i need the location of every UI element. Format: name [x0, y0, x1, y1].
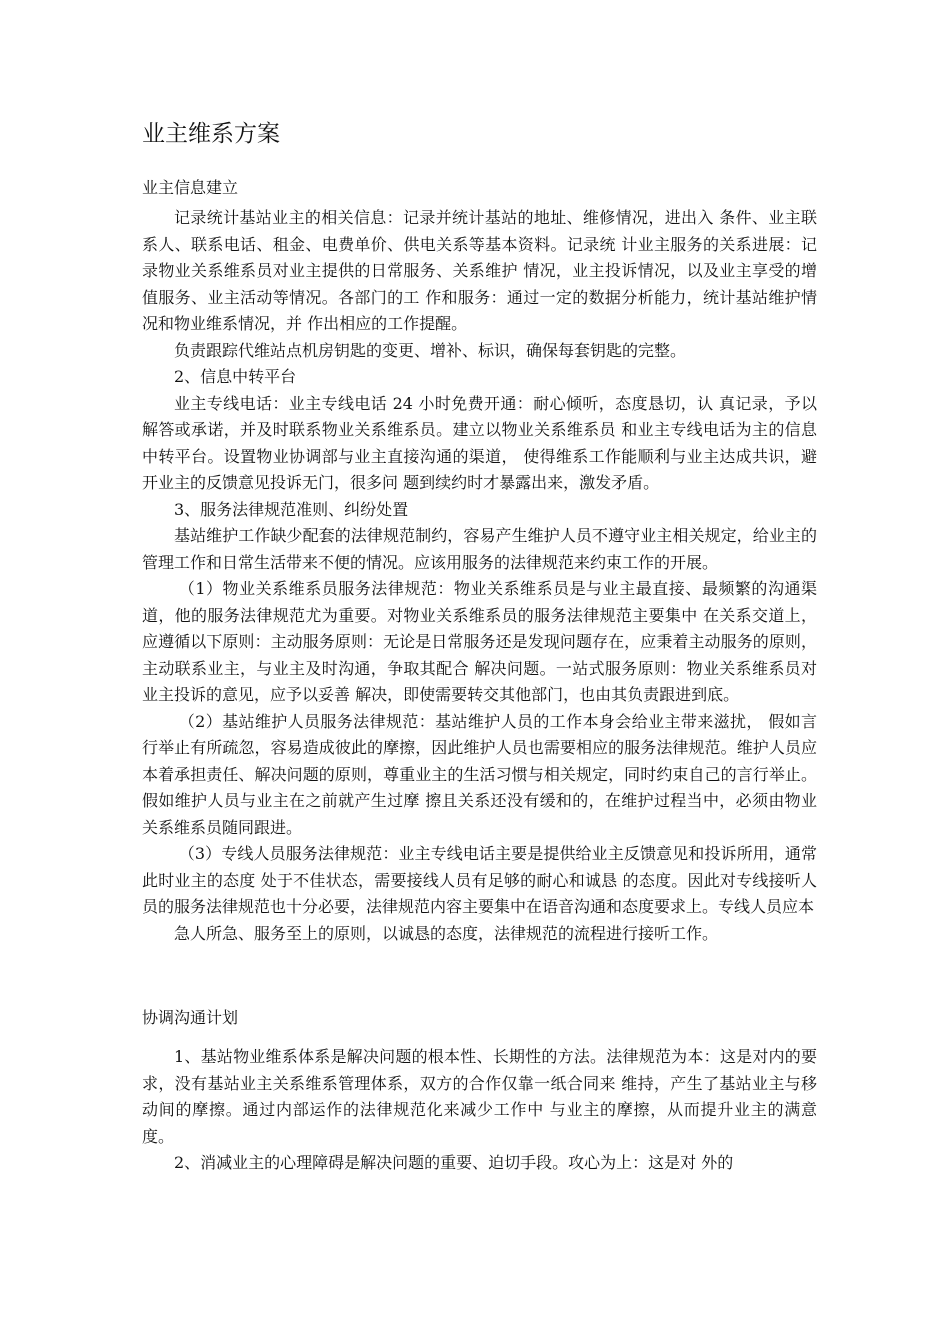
paragraph: 2、消减业主的心理障碍是解决问题的重要、迫切手段。攻心为上：这是对 外的 [174, 1153, 734, 1172]
paragraph: （3）专线人员服务法律规范：业主专线电话主要是提供给业主反馈意见和投诉所用，通常此时业主的态度 处于不佳状态，需要接线人员有足够的耐心和诚恳 的态度。因此对专线接听人员的服务法律规范也十分必要，法律规范内容主要集中在语音沟通和态度要求上。专线人员应本 [142, 844, 817, 916]
document-title: 业主维系方案 [142, 121, 280, 147]
paragraph: 基站维护工作缺少配套的法律规范制约，容易产生维护人员不遵守业主相关规定，给业主的管理工作和日常生活带来不便的情况。应该用服务的法律规范来约束工作的开展。 [142, 526, 817, 572]
paragraph: 负责跟踪代维站点机房钥匙的变更、增补、标识，确保每套钥匙的完整。 [174, 340, 687, 360]
section-heading-coordination: 协调沟通计划 [142, 1008, 239, 1027]
paragraph: 1、基站物业维系体系是解决问题的根本性、长期性的方法。法律规范为本：这是对内的要求，没有基站业主关系维系管理体系，双方的合作仅靠一纸合同来 维持，产生了基站业主与移动间的摩擦。通过内部运作的法律规范化来减少工作中 与业主的摩擦，从而提升业主的满意度。 [142, 1047, 817, 1146]
paragraph: 急人所急、服务至上的原则，以诚恳的态度，法律规范的流程进行接听工作。 [174, 923, 719, 943]
subheading: 2、信息中转平台 [174, 367, 297, 386]
section-heading-owner-info: 业主信息建立 [142, 178, 239, 197]
paragraph: （2）基站维护人员服务法律规范：基站维护人员的工作本身会给业主带来滋扰， 假如言行举止有所疏忽，容易造成彼此的摩擦，因此维护人员也需要相应的服务法律规范。维护人员应本着承担责任、解决问题的原则，尊重业主的生活习惯与相关规定，同时约束自己的言行举止。假如维护人员与业主在之前就产生过摩 擦且关系还没有缓和的，在维护过程当中，必须由物业关系维系员随同跟进。 [142, 711, 817, 837]
section-body-coordination [142, 1044, 817, 1177]
paragraph: 记录统计基站业主的相关信息：记录并统计基站的地址、维修情况，进出入 条件、业主联系人、联系电话、租金、电费单价、供电关系等基本资料。记录统 计业主服务的关系进展：记录物业关系维系员对业主提供的日常服务、关系维护 情况，业主投诉情况，以及业主享受的增值服务、业主活动等情况。各部门的工 作和服务：通过一定的数据分析能力，统计基站维护情况和物业维系情况，并 作出相应的工作提醒。 [142, 208, 817, 333]
paragraph: 业主专线电话：业主专线电话 24 小时免费开通：耐心倾听，态度恳切，认 真记录，予以解答或承诺，并及时联系物业关系维系员。建立以物业关系维系员 和业主专线电话为主的信息中转平台。设置物业协调部与业主直接沟通的渠道， 使得维系工作能顺利与业主达成共识，避开业主的反馈意见投诉无门，很多问 题到续约时才暴露出来，激发矛盾。 [142, 393, 817, 492]
section-body-owner-info [142, 205, 817, 947]
paragraph: （1）物业关系维系员服务法律规范：物业关系维系员是与业主最直接、最频繁的沟通渠道，他的服务法律规范尤为重要。对物业关系维系员的服务法律规范主要集中 在关系交道上，应遵循以下原则：主动服务原则：无论是日常服务还是发现问题存在，应秉着主动服务的原则，主动联系业主，与业主及时沟通，争取其配合 解决问题。一站式服务原则：物业关系维系员对业主投诉的意见，应予以妥善 解决，即使需要转交其他部门，也由其负责跟进到底。 [142, 579, 817, 704]
subheading: 3、服务法律规范准则、纠纷处置 [174, 499, 409, 519]
